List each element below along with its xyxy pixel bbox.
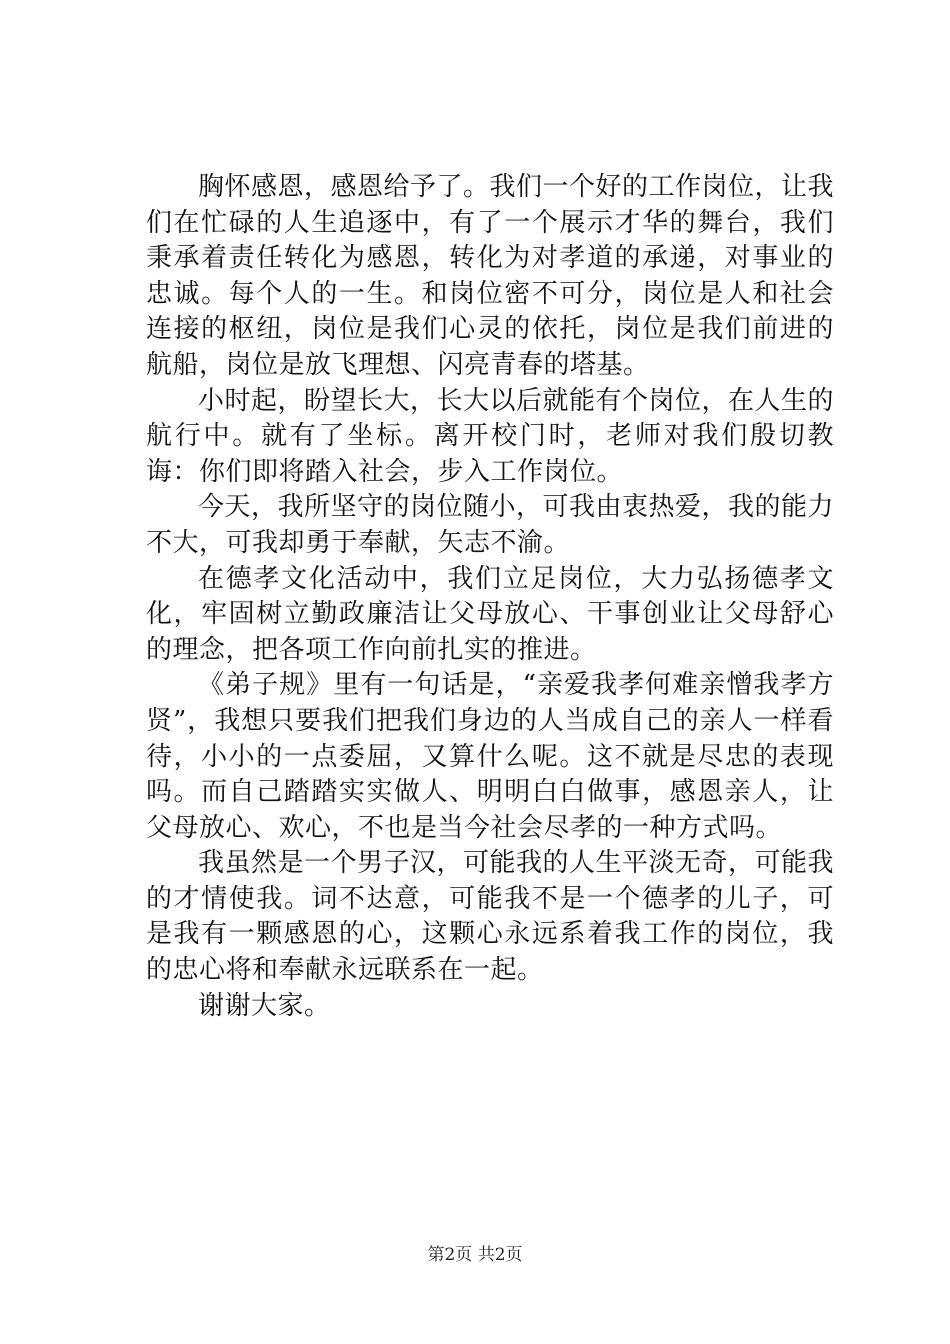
paragraph-grateful-heart: 我虽然是一个男子汉，可能我的人生平淡无奇，可能我的才情使我。词不达意，可能我不是一个德孝的儿子，可是我有一颗感恩的心，这颗心永远系着我工作的岗位，我的忠心将和奉献永远联系在一起。 (146, 848, 835, 986)
paragraph-childhood: 小时起，盼望长大，长大以后就能有个岗位，在人生的航行中。就有了坐标。离开校门时，老师对我们殷切教诲：你们即将踏入社会，步入工作岗位。 (146, 385, 835, 487)
paragraph-dizigui: 《弟子规》里有一句话是，“亲爱我孝何难亲憎我孝方贤”，我想只要我们把我们身边的人当成自己的亲人一样看待，小小的一点委屈，又算什么呢。这不就是尽忠的表现吗。而自己踏踏实实做人、明明白白做事，感恩亲人，让父母放心、欢心，不也是当今社会尽孝的一种方式吗。 (146, 670, 834, 843)
document-body (146, 170, 834, 1024)
paragraph-today: 今天，我所坚守的岗位随小，可我由衷热爱，我的能力不大，可我却勇于奉献，矢志不渝。 (146, 492, 835, 558)
page-footer: 第2页 共2页 (427, 1245, 523, 1265)
paragraph-gratitude: 胸怀感恩，感恩给予了。我们一个好的工作岗位，让我们在忙碌的人生追逐中，有了一个展示才华的舞台，我们秉承着责任转化为感恩，转化为对孝道的承递，对事业的忠诚。每个人的一生。和岗位密不可分，岗位是人和社会连接的枢纽，岗位是我们心灵的依托，岗位是我们前进的航船，岗位是放飞理想、闪亮青春的塔基。 (146, 172, 835, 380)
paragraph-thanks: 谢谢大家。 (198, 990, 331, 1021)
paragraph-filial-culture: 在德孝文化活动中，我们立足岗位，大力弘扬德孝文化，牢固树立勤政廉洁让父母放心、干事创业让父母舒心的理念，把各项工作向前扎实的推进。 (146, 563, 834, 665)
